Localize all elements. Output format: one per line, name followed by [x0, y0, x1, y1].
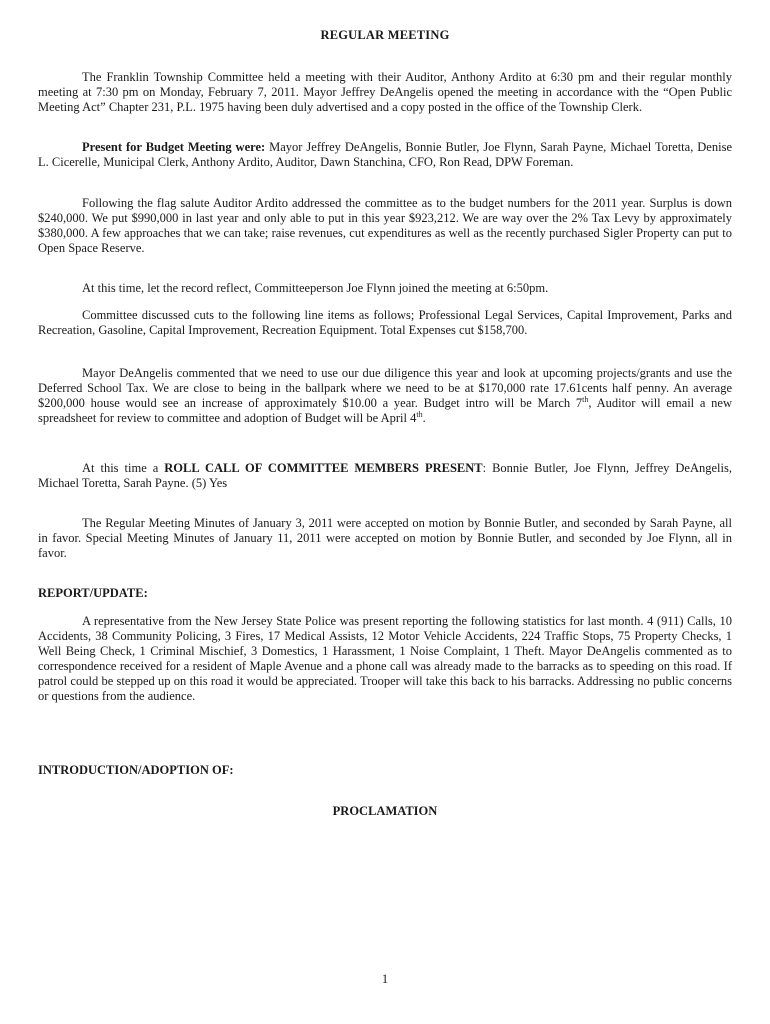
superscript-th-2: th: [416, 409, 423, 419]
page-title: REGULAR MEETING: [320, 28, 450, 42]
paragraph-present: [38, 140, 732, 170]
mayor-comment-part-1: Mayor DeAngelis commented that we need to use our due diligence this year and look at upcoming projects/grants and use the Deferred School Tax. We are close to being in the ballpark where we need to be at $170,000 rate 17.61cents half penny. An average $200,000 house would see an increase of approximately $10.00 a year. Budget intro will be March 7: [38, 366, 732, 410]
paragraph-flynn-joined: At this time, let the record reflect, Committeeperson Joe Flynn joined the meeting at 6:50pm.: [82, 281, 549, 295]
proclamation-heading: PROCLAMATION: [332, 804, 438, 818]
paragraph-cuts: Committee discussed cuts to the following line items as follows; Professional Legal Services, Capital Improvement, Parks and Recreation, Gasoline, Capital Improvement, Recreation Equipment. Total Expenses cut $158,700.: [38, 308, 732, 337]
present-list: Mayor Jeffrey DeAngelis, Bonnie Butler, Joe Flynn, Sarah Payne, Michael Toretta, Denise L. Cicerelle, Municipal Clerk, Anthony Ardito, Auditor, Dawn Stanchina, CFO, Ron Read, DPW Foreman.: [38, 140, 732, 169]
paragraph-minutes: The Regular Meeting Minutes of January 3, 2011 were accepted on motion by Bonnie Butler, and seconded by Sarah Payne, all in favor. Special Meeting Minutes of January 11, 2011 were accepted on motion by Bonnie Butler, and seconded by Joe Flynn, all in favor.: [38, 516, 732, 560]
roll-call-intro: At this time a: [82, 461, 165, 475]
roll-call-label: ROLL CALL OF COMMITTEE MEMBERS PRESENT: [164, 461, 483, 475]
roll-call-members: : Bonnie Butler, Joe Flynn, Jeffrey DeAngelis, Michael Toretta, Sarah Payne. (5) Yes: [38, 461, 732, 490]
paragraph-opening: The Franklin Township Committee held a meeting with their Auditor, Anthony Ardito at 6:30 pm and their regular monthly meeting at 7:30 pm on Monday, February 7, 2011. Mayor Jeffrey DeAngelis opened the meeting in accordance with the “Open Public Meeting Act” Chapter 231, P.L. 1975 having been duly advertised and a copy posted in the office of the Township Clerk.: [38, 70, 732, 114]
paragraph-state-police: A representative from the New Jersey State Police was present reporting the following statistics for last month. 4 (911) Calls, 10 Accidents, 38 Community Policing, 3 Fires, 17 Medical Assists, 12 Motor Vehicle Accidents, 224 Traffic Stops, 75 Property Checks, 1 Well Being Check, 1 Criminal Mischief, 3 Domestics, 1 Harassment, 1 Noise Complaint, 1 Theft. Mayor DeAngelis commented as to correspondence received for a resident of Maple Avenue and a phone call was already made to the barracks as to speeding on this road. If patrol could be stepped up on this road it would be appreciated. Trooper will take this back to his barracks. Addressing no public concerns or questions from the audience.: [38, 614, 732, 703]
page-number: 1: [381, 972, 389, 986]
present-label: Present for Budget Meeting were:: [82, 140, 266, 154]
superscript-th-1: th: [582, 394, 589, 404]
mayor-comment-part-2: , Auditor will email a new spreadsheet for review to committee and adoption of Budget will be April 4: [38, 396, 732, 425]
introduction-adoption-heading: INTRODUCTION/ADOPTION OF:: [38, 763, 234, 777]
report-update-heading: REPORT/UPDATE:: [38, 586, 148, 600]
mayor-comment-part-3: .: [422, 411, 426, 425]
paragraph-roll-call: [38, 461, 732, 491]
paragraph-mayor-comment: [38, 366, 732, 426]
paragraph-budget: Following the flag salute Auditor Ardito addressed the committee as to the budget numbers for the 2011 year. Surplus is down $240,000. We put $990,000 in last year and only able to put in this year $923,212. We are way over the 2% Tax Levy by approximately $380,000. A few approaches that we can take; raise revenues, cut expenditures as well as the recently purchased Sigler Property can put to Open Space Reserve.: [38, 196, 732, 255]
